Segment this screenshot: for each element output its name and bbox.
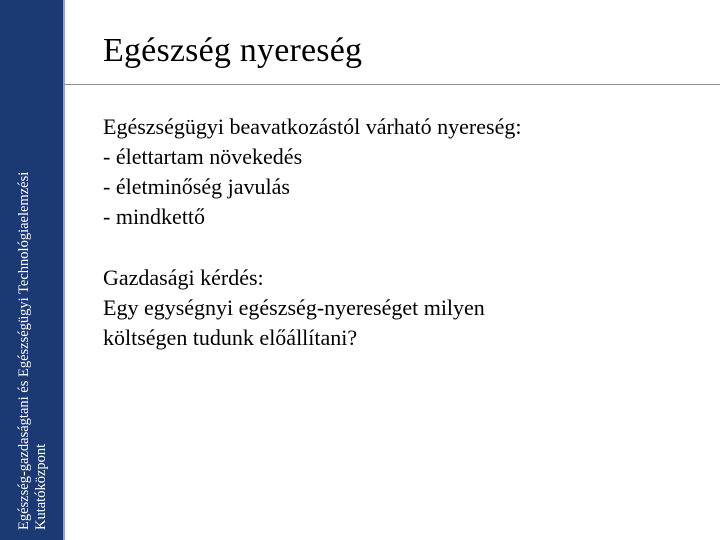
body-line: Egészségügyi beavatkozástól várható nyereség:: [103, 114, 522, 139]
body-line: - mindkettő: [103, 204, 206, 229]
sidebar-line-1: Egészség-gazdaságtani és Egészségügyi Technológiaelemzési: [16, 171, 32, 530]
paragraph-economic-question: [103, 263, 683, 353]
slide-title: Egészség nyereség: [103, 32, 363, 69]
body-line: - élettartam növekedés: [103, 144, 303, 169]
title-divider: [65, 84, 720, 85]
body-line: költségen tudunk előállítani?: [103, 325, 358, 350]
slide-body: [103, 112, 683, 353]
body-line: Egy egységnyi egészség-nyereséget milyen: [103, 295, 485, 320]
paragraph-health-gain: [103, 112, 683, 232]
sidebar-institution-name: [16, 110, 50, 530]
sidebar-banner: [0, 0, 65, 540]
body-line: Gazdasági kérdés:: [103, 265, 264, 290]
body-line: - életminőség javulás: [103, 174, 290, 199]
sidebar-line-2: Kutatóközpont: [33, 443, 49, 530]
